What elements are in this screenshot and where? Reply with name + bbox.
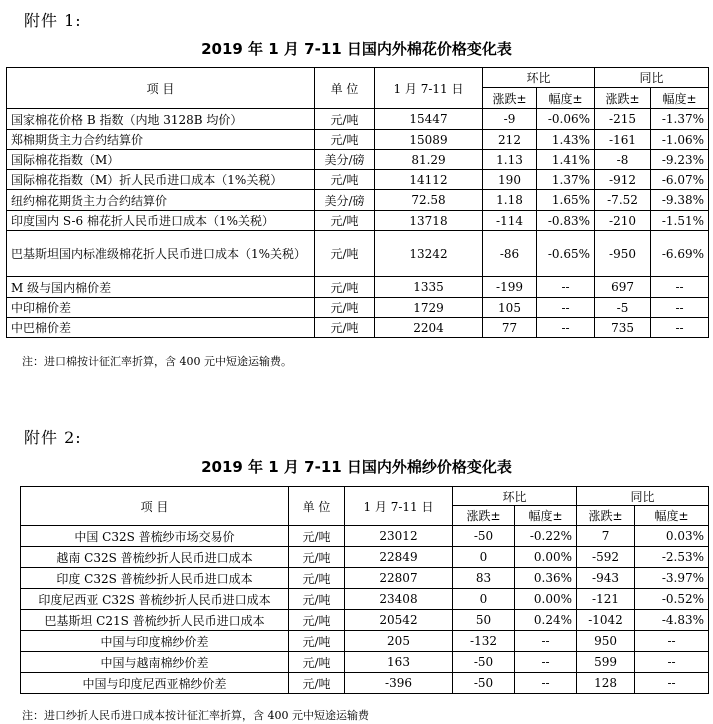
header-period: 1 月 7-11 日 (375, 68, 483, 109)
table-row (21, 568, 709, 589)
row-mom-change: 0 (453, 589, 515, 610)
row-value: 13242 (375, 231, 483, 277)
row-unit: 元/吨 (315, 211, 375, 231)
cotton-table-body (7, 109, 709, 338)
row-yoy-rate: -2.53% (635, 547, 709, 568)
table-row (7, 277, 709, 298)
row-yoy-rate: -4.83% (635, 610, 709, 631)
header-mom: 环比 (453, 487, 577, 506)
row-unit: 元/吨 (289, 652, 345, 673)
row-mom-rate: 0.00% (515, 547, 577, 568)
row-mom-rate: 1.43% (537, 130, 595, 150)
table-row (7, 318, 709, 338)
row-value: 15089 (375, 130, 483, 150)
row-yoy-rate: -3.97% (635, 568, 709, 589)
row-value: 15447 (375, 109, 483, 130)
table-row (21, 631, 709, 652)
table2-note: 注：进口纱折人民币进口成本按计征汇率折算，含 400 元中短途运输费 (22, 709, 369, 722)
row-mom-change: 190 (483, 170, 537, 190)
attachment-2-label: 附件 2: (24, 428, 82, 447)
row-item-name: 越南 C32S 普梳纱折人民币进口成本 (21, 547, 289, 568)
row-yoy-change: -121 (577, 589, 635, 610)
row-mom-change: 0 (453, 547, 515, 568)
table-row (7, 298, 709, 318)
header-yoy: 同比 (595, 68, 709, 88)
header-unit: 单 位 (289, 487, 345, 526)
row-item-name: 中巴棉价差 (7, 318, 315, 338)
row-unit: 元/吨 (289, 631, 345, 652)
row-item-name: 巴基斯坦国内标准级棉花折人民币进口成本（1%关税） (7, 231, 315, 277)
row-value: 1729 (375, 298, 483, 318)
attachment-1-label: 附件 1: (24, 11, 82, 30)
row-item-name: 中国与印度棉纱价差 (21, 631, 289, 652)
row-item-name: 中印棉价差 (7, 298, 315, 318)
header-yoy-change: 涨跌± (595, 88, 651, 109)
header-mom: 环比 (483, 68, 595, 88)
row-unit: 元/吨 (315, 231, 375, 277)
header-yoy-rate: 幅度± (651, 88, 709, 109)
table1-note: 注：进口棉按计征汇率折算，含 400 元中短途运输费。 (22, 355, 292, 368)
table-row (21, 526, 709, 547)
row-item-name: 国际棉花指数（M） (7, 150, 315, 170)
row-mom-change: 105 (483, 298, 537, 318)
row-yoy-rate: -1.37% (651, 109, 709, 130)
row-value: 163 (345, 652, 453, 673)
row-unit: 元/吨 (315, 130, 375, 150)
row-mom-change: 1.13 (483, 150, 537, 170)
table-row (21, 547, 709, 568)
row-mom-rate: 1.37% (537, 170, 595, 190)
row-value: 13718 (375, 211, 483, 231)
row-value: 205 (345, 631, 453, 652)
row-yoy-change: -215 (595, 109, 651, 130)
row-item-name: 中国 C32S 普梳纱市场交易价 (21, 526, 289, 547)
table2-title: 2019 年 1 月 7-11 日国内外棉纱价格变化表 (201, 458, 512, 476)
row-mom-change: 1.18 (483, 190, 537, 211)
header-unit: 单 位 (315, 68, 375, 109)
row-mom-rate: 0.24% (515, 610, 577, 631)
row-mom-rate: -- (537, 298, 595, 318)
table-row (21, 589, 709, 610)
row-mom-rate: 1.41% (537, 150, 595, 170)
row-mom-rate: 1.65% (537, 190, 595, 211)
row-mom-change: -199 (483, 277, 537, 298)
row-unit: 元/吨 (315, 277, 375, 298)
row-yoy-rate: -0.52% (635, 589, 709, 610)
header-yoy-change: 涨跌± (577, 506, 635, 526)
row-mom-change: -86 (483, 231, 537, 277)
table-row (21, 652, 709, 673)
header-item: 项 目 (7, 68, 315, 109)
yarn-price-table (20, 486, 709, 694)
row-unit: 元/吨 (315, 298, 375, 318)
cotton-price-table (6, 67, 709, 338)
row-item-name: 印度 C32S 普梳纱折人民币进口成本 (21, 568, 289, 589)
row-item-name: M 级与国内棉价差 (7, 277, 315, 298)
row-yoy-change: -5 (595, 298, 651, 318)
table-row (21, 610, 709, 631)
row-value: 22849 (345, 547, 453, 568)
row-value: 20542 (345, 610, 453, 631)
row-item-name: 国家棉花价格 B 指数（内地 3128B 均价） (7, 109, 315, 130)
row-item-name: 郑棉期货主力合约结算价 (7, 130, 315, 150)
header-yoy: 同比 (577, 487, 709, 506)
row-yoy-change: -8 (595, 150, 651, 170)
row-yoy-rate: -- (635, 631, 709, 652)
row-item-name: 巴基斯坦 C21S 普梳纱折人民币进口成本 (21, 610, 289, 631)
row-yoy-rate: -6.69% (651, 231, 709, 277)
row-yoy-rate: -1.06% (651, 130, 709, 150)
row-yoy-rate: -- (651, 318, 709, 338)
row-mom-rate: -0.22% (515, 526, 577, 547)
row-value: 23012 (345, 526, 453, 547)
row-mom-rate: 0.36% (515, 568, 577, 589)
header-mom-change: 涨跌± (453, 506, 515, 526)
row-value: 22807 (345, 568, 453, 589)
row-unit: 元/吨 (289, 589, 345, 610)
row-yoy-change: 735 (595, 318, 651, 338)
row-unit: 元/吨 (315, 170, 375, 190)
table-row (7, 170, 709, 190)
row-item-name: 中国与越南棉纱价差 (21, 652, 289, 673)
row-yoy-change: -943 (577, 568, 635, 589)
table-row (21, 673, 709, 694)
header-mom-rate: 幅度± (515, 506, 577, 526)
row-mom-rate: -0.06% (537, 109, 595, 130)
row-yoy-rate: -- (635, 673, 709, 694)
header-mom-rate: 幅度± (537, 88, 595, 109)
row-unit: 元/吨 (289, 547, 345, 568)
row-yoy-rate: -1.51% (651, 211, 709, 231)
row-yoy-rate: -- (635, 652, 709, 673)
header-period: 1 月 7-11 日 (345, 487, 453, 526)
table-row (7, 190, 709, 211)
header-item: 项 目 (21, 487, 289, 526)
row-mom-change: -114 (483, 211, 537, 231)
row-yoy-change: 599 (577, 652, 635, 673)
row-value: 2204 (375, 318, 483, 338)
row-yoy-change: -161 (595, 130, 651, 150)
row-mom-change: -50 (453, 652, 515, 673)
row-unit: 元/吨 (315, 109, 375, 130)
row-mom-change: 50 (453, 610, 515, 631)
table-row (7, 109, 709, 130)
row-unit: 元/吨 (289, 526, 345, 547)
row-yoy-change: 128 (577, 673, 635, 694)
table-row (7, 130, 709, 150)
row-mom-rate: 0.00% (515, 589, 577, 610)
row-unit: 元/吨 (315, 318, 375, 338)
header-yoy-rate: 幅度± (635, 506, 709, 526)
table1-title: 2019 年 1 月 7-11 日国内外棉花价格变化表 (201, 40, 512, 58)
row-mom-change: -50 (453, 526, 515, 547)
row-yoy-change: 7 (577, 526, 635, 547)
row-mom-rate: -- (515, 652, 577, 673)
row-yoy-rate: -9.23% (651, 150, 709, 170)
row-yoy-change: -1042 (577, 610, 635, 631)
row-yoy-change: 697 (595, 277, 651, 298)
row-mom-rate: -- (537, 318, 595, 338)
row-yoy-rate: 0.03% (635, 526, 709, 547)
row-unit: 美分/磅 (315, 150, 375, 170)
row-yoy-change: -912 (595, 170, 651, 190)
row-yoy-change: -592 (577, 547, 635, 568)
row-yoy-rate: -- (651, 298, 709, 318)
row-unit: 元/吨 (289, 610, 345, 631)
row-mom-change: -9 (483, 109, 537, 130)
row-value: 14112 (375, 170, 483, 190)
row-mom-change: 83 (453, 568, 515, 589)
row-unit: 元/吨 (289, 673, 345, 694)
row-unit: 元/吨 (289, 568, 345, 589)
row-item-name: 印度尼西亚 C32S 普梳纱折人民币进口成本 (21, 589, 289, 610)
row-mom-change: 77 (483, 318, 537, 338)
row-item-name: 纽约棉花期货主力合约结算价 (7, 190, 315, 211)
row-yoy-rate: -6.07% (651, 170, 709, 190)
row-mom-rate: -0.65% (537, 231, 595, 277)
row-mom-rate: -- (515, 631, 577, 652)
row-value: -396 (345, 673, 453, 694)
table-row (7, 150, 709, 170)
row-yoy-change: 950 (577, 631, 635, 652)
row-yoy-rate: -9.38% (651, 190, 709, 211)
yarn-table-body (21, 526, 709, 694)
row-value: 81.29 (375, 150, 483, 170)
row-mom-rate: -- (537, 277, 595, 298)
row-yoy-change: -950 (595, 231, 651, 277)
row-unit: 美分/磅 (315, 190, 375, 211)
row-mom-change: -132 (453, 631, 515, 652)
header-mom-change: 涨跌± (483, 88, 537, 109)
row-item-name: 印度国内 S-6 棉花折人民币进口成本（1%关税） (7, 211, 315, 231)
table-row (7, 211, 709, 231)
row-mom-change: -50 (453, 673, 515, 694)
row-mom-rate: -0.83% (537, 211, 595, 231)
row-yoy-change: -7.52 (595, 190, 651, 211)
row-mom-change: 212 (483, 130, 537, 150)
row-value: 1335 (375, 277, 483, 298)
table-row (7, 231, 709, 277)
row-value: 23408 (345, 589, 453, 610)
row-item-name: 国际棉花指数（M）折人民币进口成本（1%关税） (7, 170, 315, 190)
row-yoy-rate: -- (651, 277, 709, 298)
row-item-name: 中国与印度尼西亚棉纱价差 (21, 673, 289, 694)
row-value: 72.58 (375, 190, 483, 211)
row-mom-rate: -- (515, 673, 577, 694)
row-yoy-change: -210 (595, 211, 651, 231)
